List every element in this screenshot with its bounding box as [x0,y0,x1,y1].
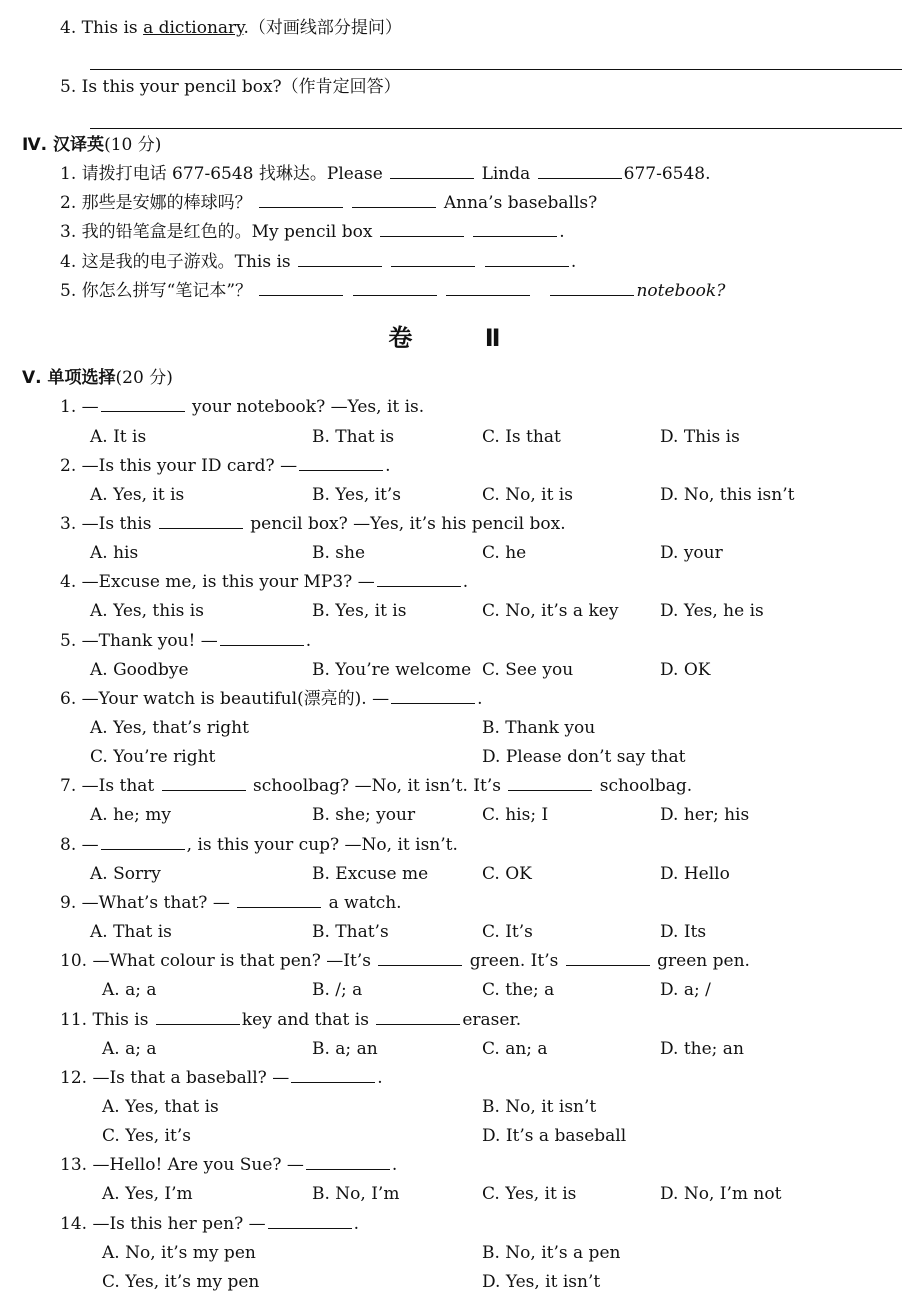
option-b[interactable]: B. Thank you [482,718,596,738]
option-a[interactable]: A. Yes, that is [102,1097,219,1117]
mc-question-14 [60,1213,359,1235]
option-d[interactable]: D. Yes, it isn’t [482,1272,601,1292]
question-text: your notebook? —Yes, it is. [186,397,425,417]
question-text: key and that is [241,1010,375,1030]
item-text: Linda [476,164,536,184]
blank[interactable] [306,1155,390,1170]
translation-item-2 [60,192,597,214]
question-text: schoolbag. [594,776,693,796]
section-score: (20 分) [115,368,173,388]
option-a[interactable]: A. Goodbye [90,660,189,680]
question-text: . [391,1155,398,1175]
option-b[interactable]: B. No, it isn’t [482,1097,597,1117]
question-text: . [305,631,312,651]
question-number: 4. [60,18,77,38]
item-number: 1. [60,164,77,184]
option-b[interactable]: B. That’s [312,922,389,942]
option-d[interactable]: D. Yes, he is [660,601,764,621]
question-text: , is this your cup? —No, it isn’t. [186,835,458,855]
question-text: —Is this her pen? — [92,1214,266,1234]
paper-title: 卷 Ⅱ [388,324,533,352]
question-text: eraser. [462,1010,522,1030]
option-d[interactable]: D. No, this isn’t [660,485,795,505]
question-text: —Hello! Are you Sue? — [92,1155,304,1175]
question-text: green pen. [651,951,750,971]
question-text: —Your watch is beautiful(漂亮的). — [81,689,390,709]
option-a[interactable]: A. That is [90,922,172,942]
item-text: notebook? [636,281,726,301]
option-a[interactable]: A. his [90,543,139,563]
option-d[interactable]: D. Hello [660,864,730,884]
translation-item-1 [60,163,711,185]
blank[interactable] [259,281,343,296]
option-c[interactable]: C. No, it’s a key [482,601,619,621]
question-text: This is [81,18,144,38]
question-number: 10. [60,951,88,971]
mc-question-12 [60,1067,383,1089]
blank[interactable] [156,1010,240,1025]
option-d[interactable]: D. Please don’t say that [482,747,686,767]
section-title: Ⅳ. 汉译英 [22,135,105,155]
question-text: a watch. [323,893,402,913]
option-d[interactable]: D. a; / [660,980,711,1000]
item-text: 那些是安娜的棒球吗？ [81,193,252,213]
option-a[interactable]: A. Yes, this is [90,601,204,621]
mc-question-3 [60,513,566,535]
item-text: . [559,222,565,242]
option-d[interactable]: D. Its [660,922,707,942]
item-number: 3. [60,222,77,242]
translation-item-3 [60,221,565,243]
question-text: —Thank you! — [81,631,218,651]
option-b[interactable]: B. Yes, it is [312,601,407,621]
option-b[interactable]: B. You’re welcome [312,660,472,680]
item-text: 这是我的电子游戏。This is [81,252,297,272]
question-4 [60,17,402,39]
option-c[interactable]: C. Is that [482,427,561,447]
question-text: —Is this your ID card? — [81,456,298,476]
option-b[interactable]: B. No, it’s a pen [482,1243,621,1263]
blank[interactable] [376,1010,460,1025]
blank[interactable] [159,514,243,529]
mc-question-7 [60,775,692,797]
translation-item-4 [60,251,576,273]
blank[interactable] [378,951,462,966]
question-text: —Is that [81,776,160,796]
option-b[interactable]: B. she; your [312,805,416,825]
blank[interactable] [268,1214,352,1229]
option-a[interactable]: A. Yes, I’m [102,1184,193,1204]
blank[interactable] [259,193,343,208]
blank[interactable] [101,397,185,412]
option-b[interactable]: B. a; an [312,1039,378,1059]
option-a[interactable]: A. It is [90,427,147,447]
blank[interactable] [550,281,634,296]
blank[interactable] [377,572,461,587]
blank[interactable] [391,689,475,704]
blank[interactable] [101,835,185,850]
section-score: (10 分) [104,135,162,155]
question-text: . [462,572,469,592]
question-text: This is [92,1010,154,1030]
item-text: 请拨打电话 677-6548 找琳达。Please [81,164,389,184]
blank[interactable] [538,164,622,179]
blank[interactable] [391,252,475,267]
option-a[interactable]: A. Yes, that’s right [90,718,249,738]
question-number: 4. [60,572,77,592]
question-text: . [477,689,483,709]
question-number: 13. [60,1155,88,1175]
question-number: 5. [60,77,77,97]
item-text: 你怎么拼写“笔记本”？ [81,281,253,301]
mc-question-6 [60,688,483,710]
blank[interactable] [162,776,246,791]
question-text: . [353,1214,359,1234]
item-number: 2. [60,193,77,213]
question-text: — [81,835,99,855]
question-text: —Is that a baseball? — [92,1068,290,1088]
option-c[interactable]: C. Yes, it’s my pen [102,1272,260,1292]
question-text: pencil box? —Yes, it’s his pencil box. [244,514,566,534]
option-b[interactable]: B. /; a [312,980,363,1000]
question-number: 7. [60,776,77,796]
question-number: 14. [60,1214,88,1234]
section-heading-4 [22,134,161,156]
mc-question-4 [60,571,468,593]
mc-question-2 [60,455,391,477]
question-number: 1. [60,397,77,417]
option-a[interactable]: A. Yes, it is [90,485,185,505]
item-text: 我的铅笔盒是红色的。My pencil box [81,222,378,242]
option-c[interactable]: C. You’re right [90,747,216,767]
question-number: 6. [60,689,77,709]
option-b[interactable]: B. No, I’m [312,1184,400,1204]
option-d[interactable]: D. It’s a baseball [482,1126,627,1146]
option-b[interactable]: B. That is [312,427,395,447]
option-c[interactable]: C. an; a [482,1039,548,1059]
underlined-phrase: a dictionary [143,18,244,38]
blank[interactable] [380,222,464,237]
mc-question-10 [60,950,750,972]
option-d[interactable]: D. No, I’m not [660,1184,782,1204]
blank[interactable] [299,456,383,471]
question-number: 2. [60,456,77,476]
blank[interactable] [446,281,530,296]
question-number: 8. [60,835,77,855]
question-text: schoolbag? —No, it isn’t. It’s [247,776,507,796]
question-text: . [385,456,391,476]
blank[interactable] [473,222,557,237]
option-c[interactable]: C. the; a [482,980,555,1000]
option-d[interactable]: D. the; an [660,1039,744,1059]
option-c[interactable]: C. Yes, it’s [102,1126,191,1146]
item-number: 5. [60,281,77,301]
question-text: —What colour is that pen? —It’s [92,951,377,971]
blank[interactable] [291,1068,375,1083]
option-c[interactable]: C. his; I [482,805,549,825]
blank[interactable] [298,252,382,267]
option-c[interactable]: C. See you [482,660,574,680]
question-text: —What’s that? — [81,893,236,913]
question-text: . [377,1068,383,1088]
mc-question-8 [60,834,458,856]
section-heading-5 [22,367,173,389]
question-text: Is this your pencil box?（作肯定回答） [81,77,401,97]
question-text: —Excuse me, is this your MP3? — [81,572,375,592]
mc-question-11 [60,1009,521,1031]
option-a[interactable]: A. No, it’s my pen [102,1243,256,1263]
item-text: Anna’s baseballs? [443,193,598,213]
blank[interactable] [352,193,436,208]
question-number: 12. [60,1068,88,1088]
section-title: Ⅴ. 单项选择 [22,368,116,388]
option-a[interactable]: A. Sorry [90,864,161,884]
blank[interactable] [220,631,304,646]
blank[interactable] [485,252,569,267]
option-c[interactable]: C. No, it is [482,485,573,505]
blank[interactable] [566,951,650,966]
blank[interactable] [237,893,321,908]
option-d[interactable]: D. her; his [660,805,750,825]
mc-question-13 [60,1154,397,1176]
mc-question-1 [60,396,424,418]
option-c[interactable]: C. he [482,543,527,563]
question-number: 11. [60,1010,88,1030]
blank[interactable] [508,776,592,791]
question-text: — [81,397,99,417]
question-instruction: .（对画线部分提问） [243,18,402,38]
option-c[interactable]: C. OK [482,864,532,884]
option-a[interactable]: A. he; my [90,805,171,825]
item-text: . [570,252,577,272]
option-b[interactable]: B. she [312,543,366,563]
question-text: —Is this [81,514,157,534]
question-number: 3. [60,514,77,534]
option-b[interactable]: B. Yes, it’s [312,485,402,505]
blank[interactable] [353,281,437,296]
mc-question-5 [60,630,311,652]
option-d[interactable]: D. your [660,543,723,563]
item-number: 4. [60,252,77,272]
answer-line[interactable] [90,128,902,129]
blank[interactable] [390,164,474,179]
answer-line[interactable] [90,69,902,70]
translation-item-5 [60,280,725,302]
option-b[interactable]: B. Excuse me [312,864,429,884]
mc-question-9 [60,892,402,914]
question-5 [60,76,401,98]
option-c[interactable]: C. Yes, it is [482,1184,577,1204]
option-a[interactable]: A. a; a [102,1039,157,1059]
question-number: 9. [60,893,77,913]
item-text: 677-6548. [623,164,711,184]
question-text: green. It’s [464,951,564,971]
question-number: 5. [60,631,77,651]
option-d[interactable]: D. This is [660,427,740,447]
option-c[interactable]: C. It’s [482,922,533,942]
option-d[interactable]: D. OK [660,660,711,680]
option-a[interactable]: A. a; a [102,980,157,1000]
